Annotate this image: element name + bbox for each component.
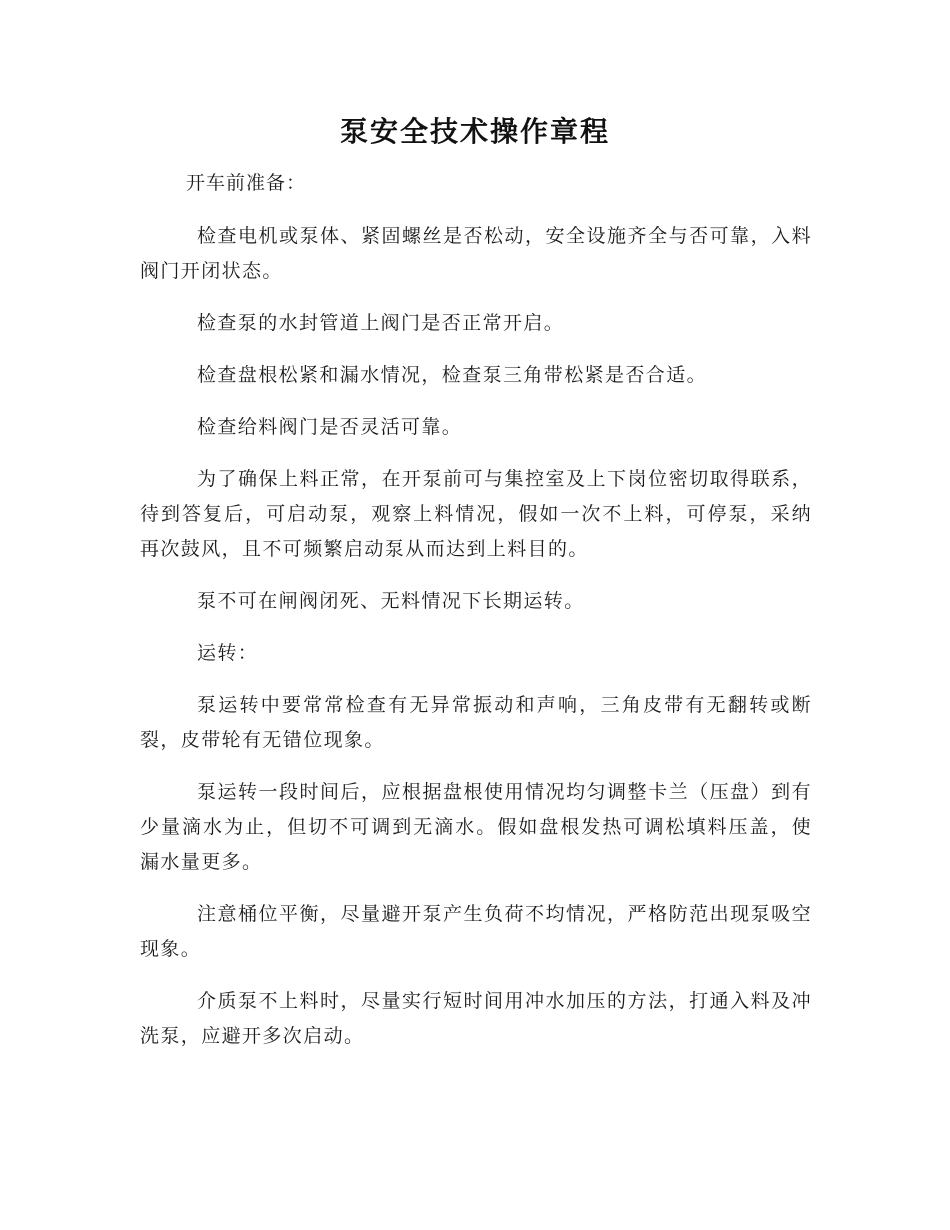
paragraph-barrel-balance: 注意桶位平衡，尽量避开泵产生负荷不均情况，严格防范出现泵吸空现象。	[140, 903, 812, 960]
document-title: 泵安全技术操作章程	[339, 115, 610, 148]
paragraph-check-packing: 检查盘根松紧和漏水情况，检查泵三角带松紧是否合适。	[197, 364, 708, 386]
document-body	[140, 219, 812, 1071]
paragraph-startup-procedure: 为了确保上料正常，在开泵前可与集控室及上下岗位密切取得联系，待到答复后，可启动泵，观察上料情况，假如一次不上料，可停泵，采纳再次鼓风，且不可频繁启动泵从而达到上料目的。	[140, 468, 812, 560]
paragraph-no-dry-run: 泵不可在闸阀闭死、无料情况下长期运转。	[197, 590, 585, 612]
paragraph-check-vibration: 泵运转中要常常检查有无异常振动和声响，三角皮带有无翻转或断裂，皮带轮有无错位现象。	[140, 694, 812, 751]
paragraph-check-feed-valve: 检查给料阀门是否灵活可靠。	[197, 416, 463, 438]
paragraph-adjust-packing: 泵运转一段时间后，应根据盘根使用情况均匀调整卡兰（压盘）到有少量滴水为止，但切不可调到无滴水。假如盘根发热可调松填料压盖，使漏水量更多。	[140, 781, 812, 873]
paragraph-check-motor: 检查电机或泵体、紧固螺丝是否松动，安全设施齐全与否可靠，入料阀门开闭状态。	[140, 225, 812, 282]
paragraph-flush-pump: 介质泵不上料时，尽量实行短时间用冲水加压的方法，打通入料及冲洗泵，应避开多次启动。	[140, 990, 812, 1047]
section-heading-prepare: 开车前准备：	[186, 172, 307, 194]
paragraph-check-water-seal: 检查泵的水封管道上阀门是否正常开启。	[197, 312, 565, 334]
section-heading-operation: 运转：	[197, 642, 259, 664]
